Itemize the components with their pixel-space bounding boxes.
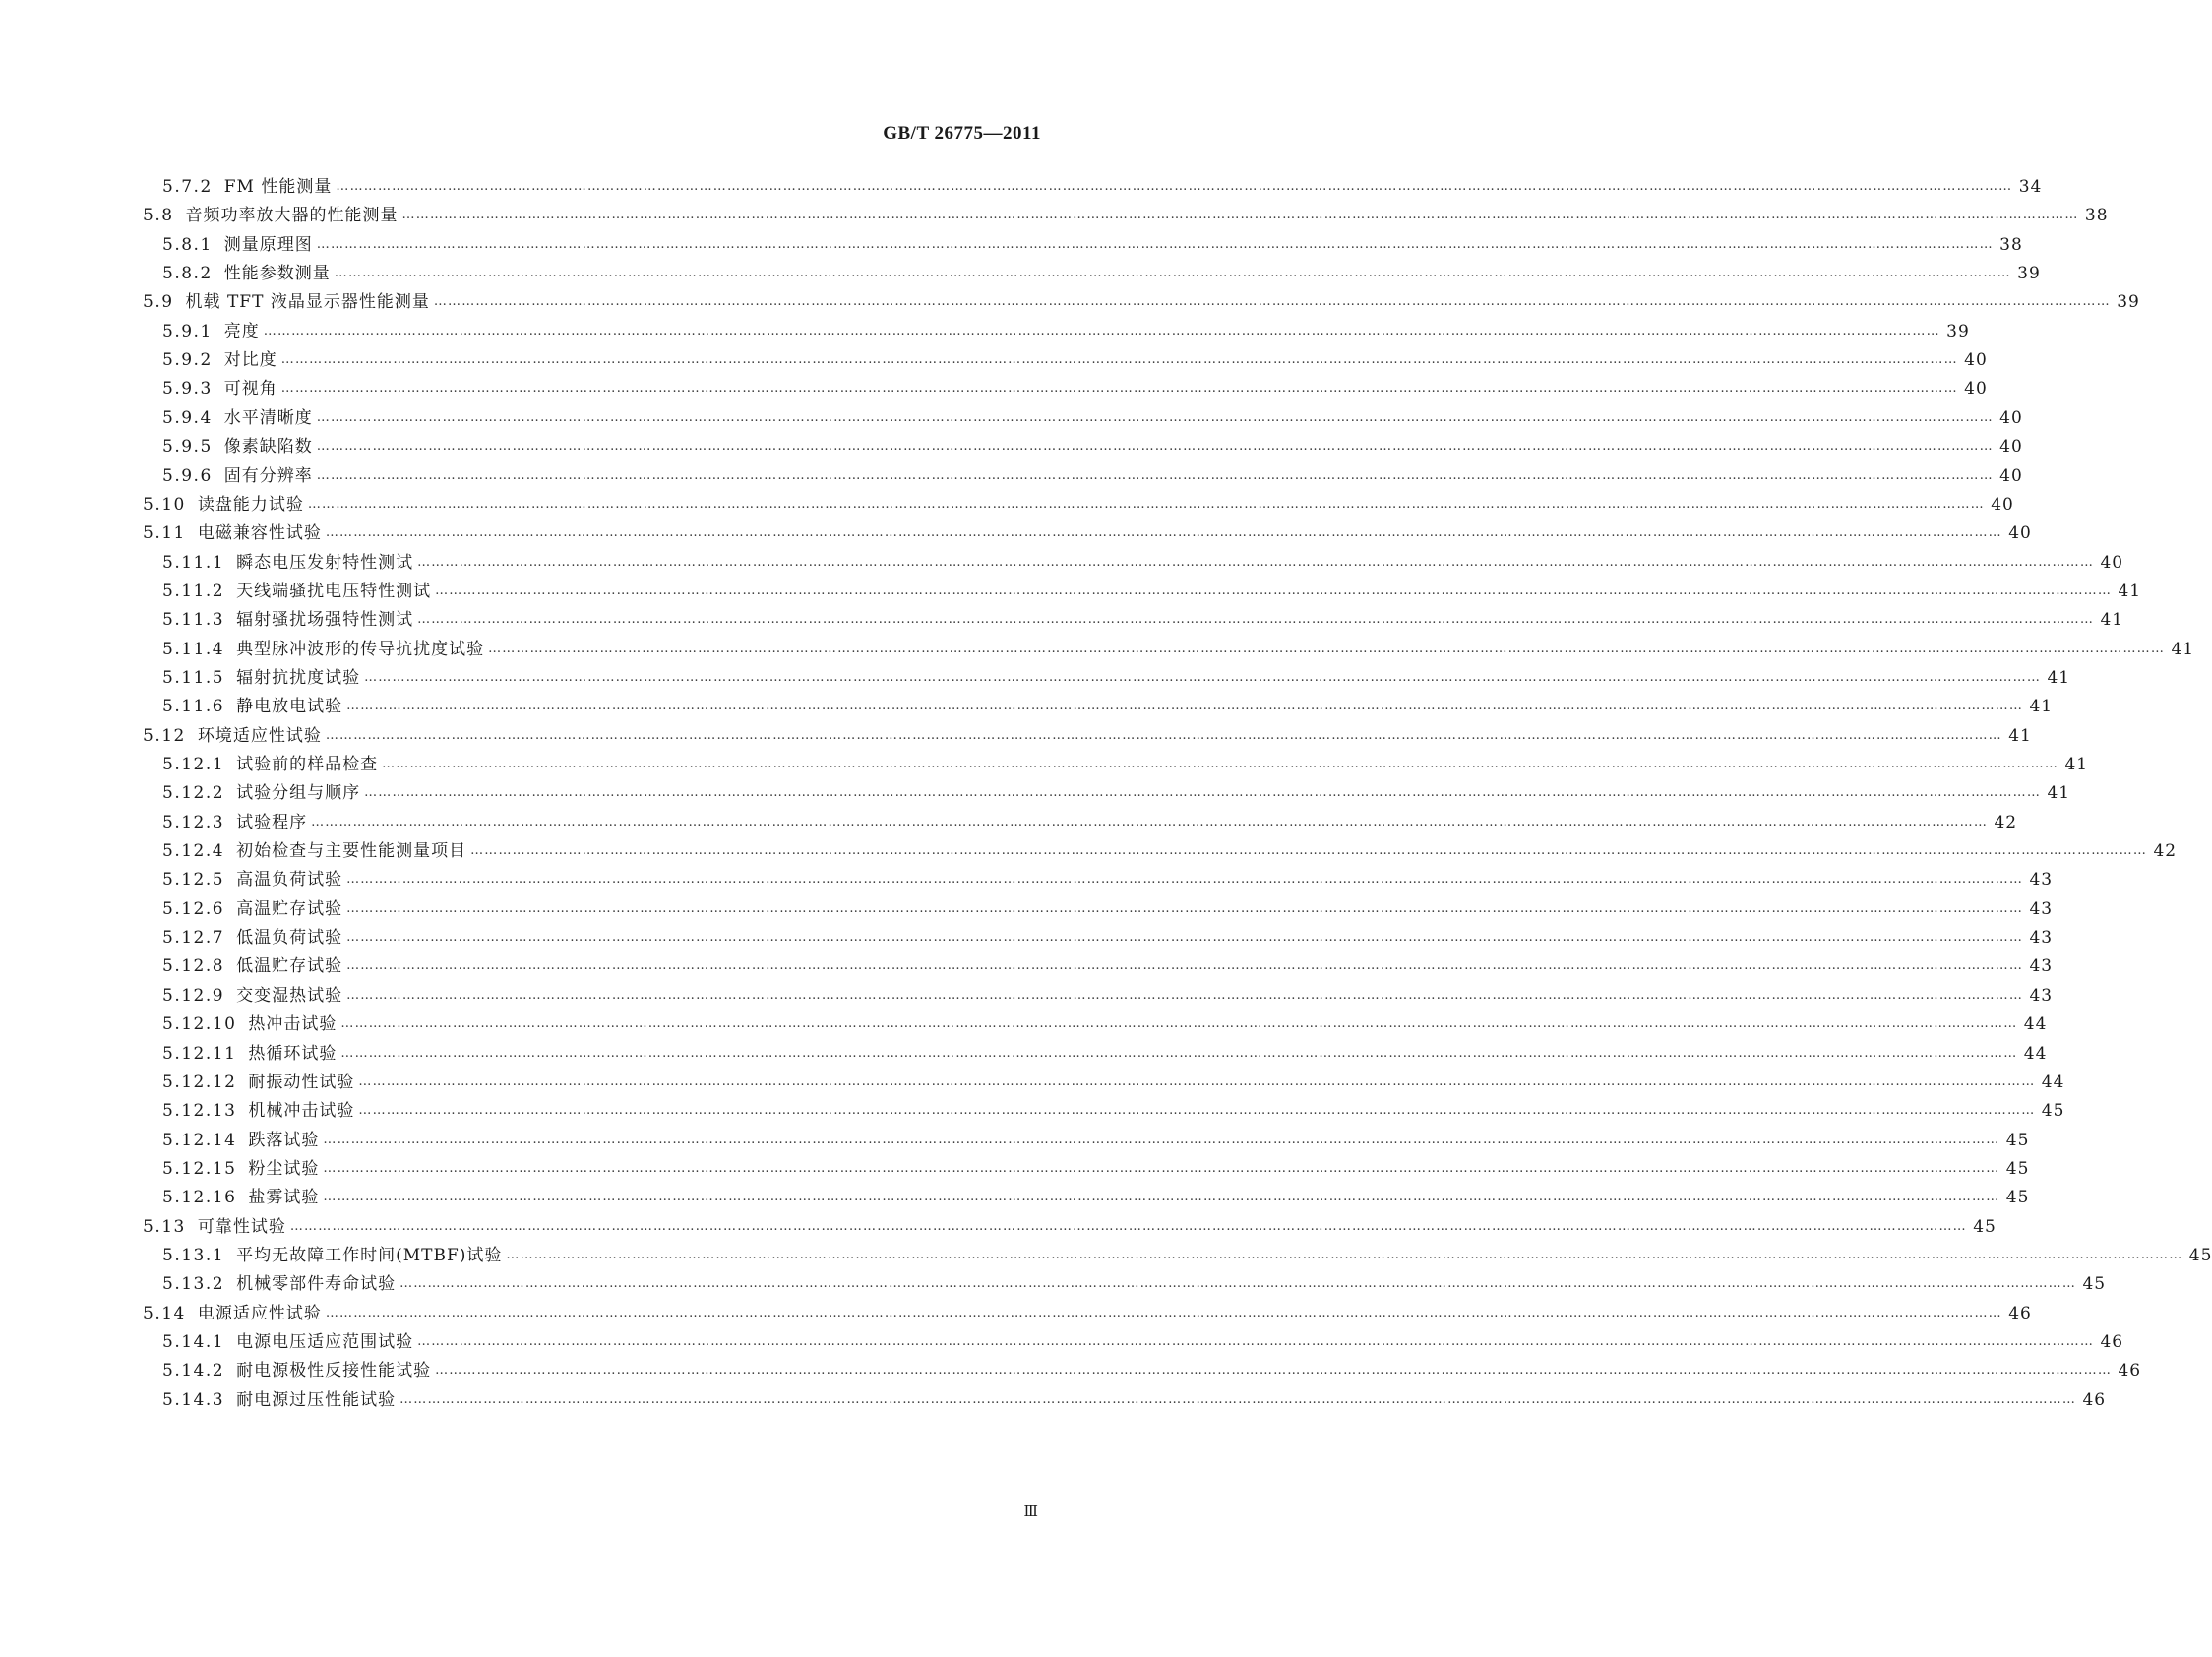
toc-entry-page: 40 bbox=[1999, 465, 2023, 486]
toc-entry-page: 46 bbox=[2118, 1361, 2142, 1381]
toc-entry-title: 固有分辨率 bbox=[223, 465, 313, 486]
toc-entry-page: 41 bbox=[2064, 755, 2089, 774]
toc-entry-page: 43 bbox=[2029, 870, 2054, 890]
toc-entry-title: 瞬态电压发射特性测试 bbox=[236, 552, 414, 573]
dot-leader: ……………………………………………………………………………………………………………………………………………………………………………………………………………………………………………………………………………………………………………………………… bbox=[401, 208, 2079, 223]
dot-leader: ……………………………………………………………………………………………………………………………………………………………………………………………………………………………………………………………………………………………………………………………… bbox=[334, 266, 2011, 281]
toc-entry[interactable] bbox=[162, 695, 2054, 718]
toc-entry[interactable] bbox=[162, 1013, 2048, 1036]
dot-leader: ……………………………………………………………………………………………………………………………………………………………………………………………………………………………………………………………………………………………………………………………… bbox=[470, 843, 2148, 859]
dot-leader: ……………………………………………………………………………………………………………………………………………………………………………………………………………………………………………………………………………………………………………………………… bbox=[323, 1190, 2000, 1205]
toc-entry-number: 5.13.1 bbox=[162, 1245, 225, 1265]
toc-entry[interactable] bbox=[143, 493, 2014, 517]
toc-entry[interactable] bbox=[162, 868, 2054, 891]
toc-entry-page: 41 bbox=[2008, 725, 2032, 746]
toc-entry-title: 电源适应性试验 bbox=[197, 1303, 322, 1323]
toc-entry-page: 44 bbox=[2023, 1014, 2048, 1035]
dot-leader: ……………………………………………………………………………………………………………………………………………………………………………………………………………………………………………………………………………………………………………………………… bbox=[417, 554, 2095, 570]
toc-entry[interactable] bbox=[162, 666, 2071, 690]
toc-entry-title: 初始检查与主要性能测量项目 bbox=[236, 841, 467, 862]
toc-entry[interactable] bbox=[143, 522, 2032, 545]
toc-entry-page: 43 bbox=[2029, 985, 2054, 1006]
toc-entry[interactable] bbox=[162, 377, 1988, 400]
dot-leader: ……………………………………………………………………………………………………………………………………………………………………………………………………………………………………………………………………………………………………………………………… bbox=[417, 1334, 2095, 1349]
toc-entry-title: 低温负荷试验 bbox=[236, 928, 343, 949]
dot-leader: ……………………………………………………………………………………………………………………………………………………………………………………………………………………………………………………………………………………………………………………………… bbox=[346, 900, 2024, 916]
toc-entry[interactable] bbox=[162, 1272, 2107, 1296]
toc-entry[interactable] bbox=[162, 753, 2089, 776]
toc-entry-number: 5.8 bbox=[143, 206, 174, 226]
dot-leader: ……………………………………………………………………………………………………………………………………………………………………………………………………………………………………………………………………………………………………………………………… bbox=[346, 958, 2024, 974]
toc-entry-title: 读盘能力试验 bbox=[197, 494, 304, 515]
dot-leader: ……………………………………………………………………………………………………………………………………………………………………………………………………………………………………………………………………………………………………………………………… bbox=[307, 496, 1985, 512]
dot-leader: ……………………………………………………………………………………………………………………………………………………………………………………………………………………………………………………………………………………………………………………………… bbox=[382, 757, 2059, 771]
toc-entry-number: 5.9 bbox=[143, 292, 174, 313]
toc-entry[interactable] bbox=[162, 1330, 2124, 1354]
toc-entry[interactable] bbox=[162, 984, 2054, 1008]
toc-entry-number: 5.12.14 bbox=[162, 1130, 237, 1150]
toc-entry-title: 耐电源过压性能试验 bbox=[236, 1389, 397, 1410]
toc-entry[interactable] bbox=[143, 1302, 2032, 1325]
toc-entry-page: 44 bbox=[2041, 1072, 2065, 1092]
toc-entry-page: 41 bbox=[2100, 610, 2124, 631]
toc-entry-title: 对比度 bbox=[223, 350, 277, 371]
toc-entry-page: 41 bbox=[2047, 783, 2071, 804]
toc-entry-number: 5.11.5 bbox=[162, 667, 225, 688]
toc-entry-page: 39 bbox=[1946, 321, 1970, 341]
dot-leader: ……………………………………………………………………………………………………………………………………………………………………………………………………………………………………………………………………………………………………………………………… bbox=[325, 525, 2002, 541]
toc-entry-page: 45 bbox=[2082, 1274, 2107, 1295]
toc-entry-number: 5.11 bbox=[143, 523, 186, 544]
dot-leader: ……………………………………………………………………………………………………………………………………………………………………………………………………………………………………………………………………………………………………………………………… bbox=[340, 1016, 2018, 1032]
toc-entry-title: 天线端骚扰电压特性测试 bbox=[236, 581, 432, 601]
dot-leader: ……………………………………………………………………………………………………………………………………………………………………………………………………………………………………………………………………………………………………………………………… bbox=[325, 1305, 2002, 1320]
toc-entry-title: 机械冲击试验 bbox=[248, 1101, 355, 1122]
toc-entry[interactable] bbox=[143, 724, 2032, 748]
dot-leader: ……………………………………………………………………………………………………………………………………………………………………………………………………………………………………………………………………………………………………………………………… bbox=[364, 785, 2042, 801]
toc-entry-number: 5.12.4 bbox=[162, 841, 225, 862]
toc-entry-number: 5.14.1 bbox=[162, 1332, 225, 1352]
toc-entry-title: 电磁兼容性试验 bbox=[197, 523, 322, 544]
dot-leader: ……………………………………………………………………………………………………………………………………………………………………………………………………………………………………………………………………………………………………………………………… bbox=[289, 1218, 1967, 1234]
toc-entry-number: 5.12 bbox=[143, 725, 186, 746]
toc-entry-page: 46 bbox=[2100, 1332, 2124, 1352]
toc-entry-title: 盐雾试验 bbox=[248, 1188, 320, 1208]
toc-entry[interactable] bbox=[162, 839, 2178, 863]
toc-entry[interactable] bbox=[162, 175, 2043, 199]
toc-entry-title: 高温负荷试验 bbox=[236, 870, 343, 890]
toc-entry-title: 可靠性试验 bbox=[197, 1216, 286, 1237]
toc-entry-number: 5.14 bbox=[143, 1303, 186, 1323]
toc-entry-title: 耐电源极性反接性能试验 bbox=[236, 1361, 432, 1381]
toc-entry[interactable] bbox=[162, 811, 2018, 834]
toc-entry-page: 38 bbox=[2084, 206, 2109, 226]
toc-entry-number: 5.12.1 bbox=[162, 755, 225, 774]
toc-entry-page: 46 bbox=[2008, 1303, 2032, 1323]
dot-leader: ……………………………………………………………………………………………………………………………………………………………………………………………………………………………………………………………………………………………………………………………… bbox=[346, 987, 2024, 1003]
toc-entry-title: 试验前的样品检查 bbox=[236, 755, 379, 774]
toc-entry-number: 5.9.5 bbox=[162, 437, 213, 458]
toc-entry[interactable] bbox=[162, 580, 2142, 603]
toc-entry-title: 粉尘试验 bbox=[248, 1158, 320, 1179]
toc-entry-number: 5.11.4 bbox=[162, 639, 225, 659]
dot-leader: ……………………………………………………………………………………………………………………………………………………………………………………………………………………………………………………………………………………………………………………………… bbox=[346, 930, 2024, 946]
toc-entry-title: 水平清晰度 bbox=[223, 407, 313, 428]
dot-leader: ……………………………………………………………………………………………………………………………………………………………………………………………………………………………………………………………………………………………………………………………… bbox=[336, 179, 2013, 194]
toc-entry-page: 42 bbox=[2153, 841, 2178, 862]
toc-entry-number: 5.12.13 bbox=[162, 1101, 237, 1122]
toc-entry[interactable] bbox=[162, 320, 1970, 343]
toc-entry-title: 像素缺陷数 bbox=[223, 437, 313, 458]
dot-leader: ……………………………………………………………………………………………………………………………………………………………………………………………………………………………………………………………………………………………………………………………… bbox=[323, 1160, 2000, 1176]
toc-entry[interactable] bbox=[162, 1244, 2212, 1267]
toc-entry-title: 典型脉冲波形的传导抗扰度试验 bbox=[236, 639, 485, 659]
toc-entry-number: 5.8.1 bbox=[162, 234, 213, 255]
toc-entry-title: 亮度 bbox=[223, 321, 260, 341]
toc-entry-title: 耐振动性试验 bbox=[248, 1072, 355, 1092]
toc-entry[interactable] bbox=[143, 290, 2140, 314]
dot-leader: ……………………………………………………………………………………………………………………………………………………………………………………………………………………………………………………………………………………………………………………………… bbox=[346, 872, 2024, 888]
toc-entry-number: 5.9.6 bbox=[162, 465, 213, 486]
dot-leader: ……………………………………………………………………………………………………………………………………………………………………………………………………………………………………………………………………………………………………………………………… bbox=[358, 1103, 2036, 1119]
dot-leader: ……………………………………………………………………………………………………………………………………………………………………………………………………………………………………………………………………………………………………………………………… bbox=[346, 699, 2024, 714]
toc-entry-title: 跌落试验 bbox=[248, 1130, 320, 1150]
toc-entry-title: 高温贮存试验 bbox=[236, 898, 343, 919]
toc-entry-number: 5.9.3 bbox=[162, 379, 213, 399]
toc-entry-number: 5.12.11 bbox=[162, 1043, 237, 1064]
toc-entry[interactable] bbox=[162, 954, 2054, 978]
toc-entry-page: 40 bbox=[2008, 523, 2032, 544]
toc-entry-title: 热循环试验 bbox=[248, 1043, 338, 1064]
toc-entry-page: 40 bbox=[1999, 407, 2023, 428]
toc-entry-title: 热冲击试验 bbox=[248, 1014, 338, 1035]
toc-entry[interactable] bbox=[162, 233, 2023, 257]
toc-entry-title: 交变湿热试验 bbox=[236, 985, 343, 1006]
toc-entry-page: 40 bbox=[1964, 379, 1988, 399]
toc-entry-page: 40 bbox=[1999, 437, 2023, 458]
toc-entry-number: 5.12.3 bbox=[162, 812, 225, 832]
toc-entry-page: 45 bbox=[2005, 1158, 2030, 1179]
toc-entry[interactable] bbox=[162, 926, 2054, 950]
toc-entry-title: 平均无故障工作时间(MTBF)试验 bbox=[236, 1245, 503, 1265]
toc-entry-page: 46 bbox=[2082, 1389, 2107, 1410]
toc-entry[interactable] bbox=[162, 1099, 2065, 1123]
dot-leader: ……………………………………………………………………………………………………………………………………………………………………………………………………………………………………………………………………………………………………………………………… bbox=[506, 1247, 2183, 1262]
toc-entry-page: 38 bbox=[1999, 234, 2023, 255]
toc-entry-title: 低温贮存试验 bbox=[236, 956, 343, 977]
toc-entry-number: 5.9.4 bbox=[162, 407, 213, 428]
toc-entry-page: 40 bbox=[2100, 552, 2124, 573]
toc-entry[interactable] bbox=[162, 781, 2071, 805]
toc-entry-number: 5.9.2 bbox=[162, 350, 213, 371]
toc-entry-title: 性能参数测量 bbox=[223, 264, 331, 284]
toc-entry[interactable] bbox=[162, 1157, 2030, 1181]
toc-entry-number: 5.12.7 bbox=[162, 928, 225, 949]
toc-entry-number: 5.12.5 bbox=[162, 870, 225, 890]
toc-entry-page: 39 bbox=[2017, 264, 2041, 284]
toc-entry-number: 5.11.3 bbox=[162, 610, 225, 631]
toc-entry[interactable] bbox=[162, 435, 2023, 459]
dot-leader: ……………………………………………………………………………………………………………………………………………………………………………………………………………………………………………………………………………………………………………………………… bbox=[417, 612, 2095, 628]
page-number: Ⅲ bbox=[1023, 1504, 1039, 1520]
toc-entry[interactable] bbox=[162, 262, 2041, 285]
toc-entry-number: 5.14.3 bbox=[162, 1389, 225, 1410]
toc-entry-number: 5.12.15 bbox=[162, 1158, 237, 1179]
toc-entry-page: 41 bbox=[2029, 697, 2054, 717]
toc-entry[interactable] bbox=[162, 1042, 2048, 1066]
toc-entry[interactable] bbox=[162, 608, 2124, 632]
toc-entry-number: 5.13 bbox=[143, 1216, 186, 1237]
toc-entry-page: 40 bbox=[1964, 350, 1988, 371]
toc-entry-title: 可视角 bbox=[223, 379, 277, 399]
toc-entry-title: 机械零部件寿命试验 bbox=[236, 1274, 397, 1295]
toc-entry-number: 5.11.2 bbox=[162, 581, 225, 601]
toc-entry-number: 5.12.12 bbox=[162, 1072, 237, 1092]
toc-entry-number: 5.12.16 bbox=[162, 1188, 237, 1208]
toc-entry-page: 41 bbox=[2171, 639, 2195, 659]
toc-entry-title: 环境适应性试验 bbox=[197, 725, 322, 746]
toc-entry-title: FM 性能测量 bbox=[223, 177, 333, 197]
toc-entry-page: 40 bbox=[1991, 494, 2014, 515]
toc-entry[interactable] bbox=[143, 1215, 1997, 1239]
toc-entry-title: 机载 TFT 液晶显示器性能测量 bbox=[185, 292, 430, 313]
toc-entry-page: 43 bbox=[2029, 956, 2054, 977]
toc-entry-title: 静电放电试验 bbox=[236, 697, 343, 717]
toc-entry[interactable] bbox=[162, 464, 2023, 488]
dot-leader: ……………………………………………………………………………………………………………………………………………………………………………………………………………………………………………………………………………………………………………………………… bbox=[433, 294, 2111, 310]
toc-entry[interactable] bbox=[143, 204, 2109, 227]
toc-entry-number: 5.12.9 bbox=[162, 985, 225, 1006]
dot-leader: ……………………………………………………………………………………………………………………………………………………………………………………………………………………………………………………………………………………………………………………………… bbox=[358, 1074, 2036, 1089]
toc-entry[interactable] bbox=[162, 406, 2023, 430]
toc-entry-number: 5.12.10 bbox=[162, 1014, 237, 1035]
dot-leader: ……………………………………………………………………………………………………………………………………………………………………………………………………………………………………………………………………………………………………………………………… bbox=[399, 1391, 2077, 1407]
dot-leader: ……………………………………………………………………………………………………………………………………………………………………………………………………………………………………………………………………………………………………………………………… bbox=[280, 381, 1958, 397]
toc-entry-number: 5.12.8 bbox=[162, 956, 225, 977]
toc-entry-title: 辐射骚扰场强特性测试 bbox=[236, 610, 414, 631]
dot-leader: ……………………………………………………………………………………………………………………………………………………………………………………………………………………………………………………………………………………………………………………………… bbox=[364, 669, 2042, 685]
dot-leader: ……………………………………………………………………………………………………………………………………………………………………………………………………………………………………………………………………………………………………………………………… bbox=[399, 1276, 2077, 1292]
toc-entry[interactable] bbox=[162, 1071, 2065, 1094]
dot-leader: ……………………………………………………………………………………………………………………………………………………………………………………………………………………………………………………………………………………………………………………………… bbox=[263, 323, 1940, 338]
dot-leader: ……………………………………………………………………………………………………………………………………………………………………………………………………………………………………………………………………………………………………………………………… bbox=[435, 1363, 2113, 1379]
toc-entry-number: 5.7.2 bbox=[162, 177, 213, 197]
toc-entry[interactable] bbox=[162, 1388, 2107, 1412]
toc-entry-number: 5.9.1 bbox=[162, 321, 213, 341]
standard-number-header: GB/T 26775—2011 bbox=[883, 123, 1041, 144]
dot-leader: ……………………………………………………………………………………………………………………………………………………………………………………………………………………………………………………………………………………………………………………………… bbox=[325, 727, 2002, 743]
toc-entry-number: 5.11.6 bbox=[162, 697, 225, 717]
toc-entry[interactable] bbox=[162, 348, 1988, 372]
toc-entry-page: 45 bbox=[2005, 1188, 2030, 1208]
toc-entry-number: 5.12.6 bbox=[162, 898, 225, 919]
toc-entry-title: 音频功率放大器的性能测量 bbox=[185, 206, 399, 226]
toc-entry[interactable] bbox=[162, 1359, 2142, 1382]
toc-entry-page: 34 bbox=[2018, 177, 2043, 197]
toc-entry-page: 43 bbox=[2029, 898, 2054, 919]
toc-entry-page: 41 bbox=[2047, 667, 2071, 688]
toc-entry-page: 39 bbox=[2117, 292, 2140, 313]
toc-entry-page: 45 bbox=[2041, 1101, 2065, 1122]
toc-entry-page: 43 bbox=[2029, 928, 2054, 949]
toc-entry[interactable] bbox=[162, 638, 2195, 661]
dot-leader: ……………………………………………………………………………………………………………………………………………………………………………………………………………………………………………………………………………………………………………………………… bbox=[488, 641, 2166, 656]
toc-entry[interactable] bbox=[162, 1186, 2030, 1209]
toc-entry-title: 试验分组与顺序 bbox=[236, 783, 361, 804]
toc-entry-title: 试验程序 bbox=[236, 812, 308, 832]
toc-entry-title: 测量原理图 bbox=[223, 234, 313, 255]
toc-entry-number: 5.11.1 bbox=[162, 552, 225, 573]
dot-leader: ……………………………………………………………………………………………………………………………………………………………………………………………………………………………………………………………………………………………………………………………… bbox=[323, 1132, 2000, 1147]
toc-entry[interactable] bbox=[162, 1129, 2030, 1152]
dot-leader: ……………………………………………………………………………………………………………………………………………………………………………………………………………………………………………………………………………………………………………………………… bbox=[316, 467, 1994, 483]
toc-entry-title: 辐射抗扰度试验 bbox=[236, 667, 361, 688]
toc-entry-number: 5.10 bbox=[143, 494, 186, 515]
toc-entry-title: 电源电压适应范围试验 bbox=[236, 1332, 414, 1352]
dot-leader: ……………………………………………………………………………………………………………………………………………………………………………………………………………………………………………………………………………………………………………………………… bbox=[316, 409, 1994, 425]
dot-leader: ……………………………………………………………………………………………………………………………………………………………………………………………………………………………………………………………………………………………………………………………… bbox=[435, 583, 2113, 598]
toc-entry-page: 45 bbox=[1973, 1216, 1997, 1237]
toc-entry-number: 5.13.2 bbox=[162, 1274, 225, 1295]
toc-entry-page: 42 bbox=[1994, 812, 2018, 832]
toc-entry-page: 45 bbox=[2005, 1130, 2030, 1150]
dot-leader: ……………………………………………………………………………………………………………………………………………………………………………………………………………………………………………………………………………………………………………………………… bbox=[280, 352, 1958, 368]
toc-entry-page: 45 bbox=[2188, 1245, 2212, 1265]
dot-leader: ……………………………………………………………………………………………………………………………………………………………………………………………………………………………………………………………………………………………………………………………… bbox=[311, 814, 1989, 829]
dot-leader: ……………………………………………………………………………………………………………………………………………………………………………………………………………………………………………………………………………………………………………………………… bbox=[316, 439, 1994, 455]
toc-entry[interactable] bbox=[162, 551, 2124, 575]
toc-entry-number: 5.8.2 bbox=[162, 264, 213, 284]
dot-leader: ……………………………………………………………………………………………………………………………………………………………………………………………………………………………………………………………………………………………………………………………… bbox=[316, 236, 1994, 252]
toc-entry-page: 41 bbox=[2118, 581, 2142, 601]
toc-entry-number: 5.14.2 bbox=[162, 1361, 225, 1381]
toc-entry-page: 44 bbox=[2023, 1043, 2048, 1064]
toc-entry-number: 5.12.2 bbox=[162, 783, 225, 804]
dot-leader: ……………………………………………………………………………………………………………………………………………………………………………………………………………………………………………………………………………………………………………………………… bbox=[340, 1045, 2018, 1061]
toc-entry[interactable] bbox=[162, 897, 2054, 921]
